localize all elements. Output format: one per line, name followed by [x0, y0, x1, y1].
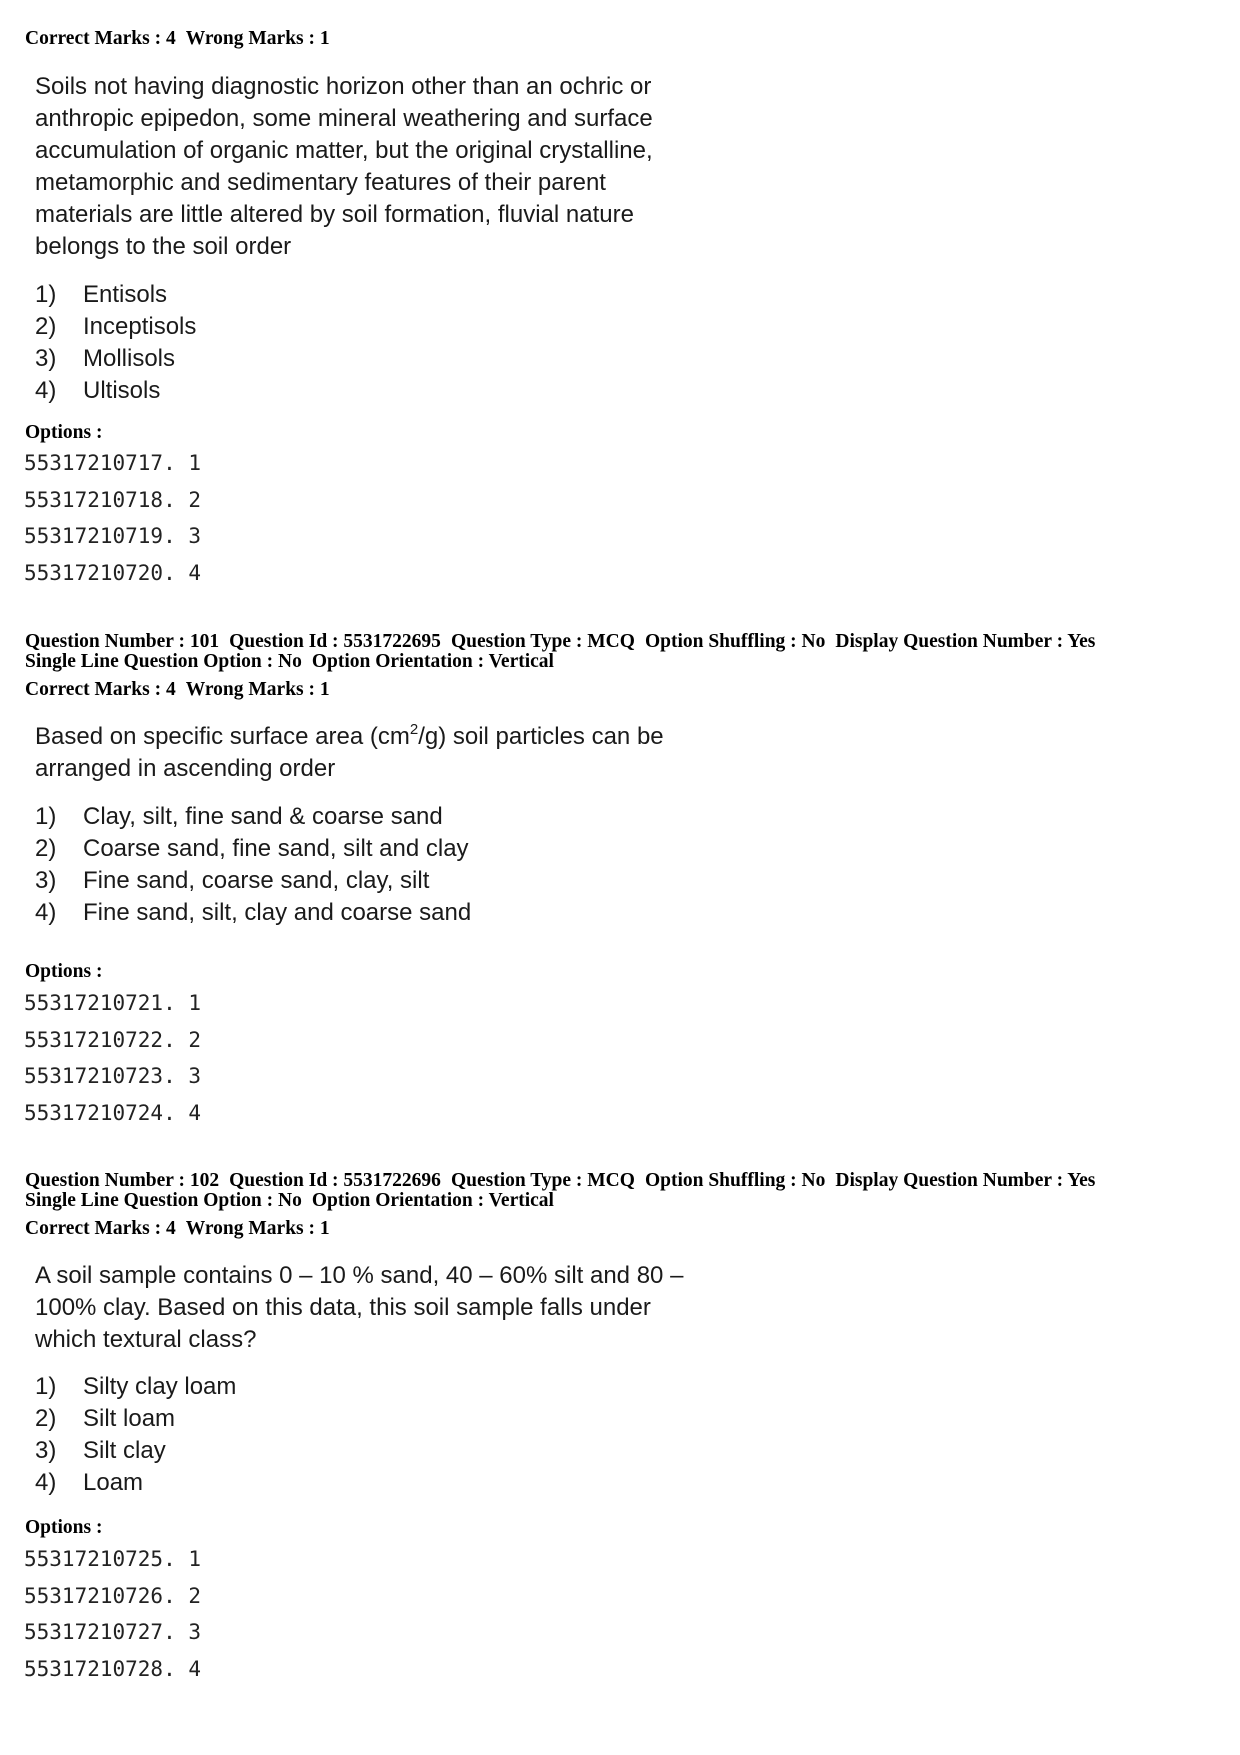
marks-line	[25, 1218, 330, 1239]
choice-number: 3)	[35, 1437, 57, 1464]
question-text-line: anthropic epipedon, some mineral weathering and surface	[35, 105, 653, 132]
marks-line	[25, 28, 330, 49]
question-text-line: 100% clay. Based on this data, this soil sample falls under	[35, 1294, 651, 1321]
option-id-list	[24, 985, 201, 1131]
choice-text: Inceptisols	[83, 313, 197, 340]
option-id-list	[24, 1541, 201, 1687]
choice-text: Loam	[83, 1469, 144, 1496]
question-number: Question Number : 101	[25, 631, 220, 652]
option-id: 55317210724. 4	[24, 1100, 202, 1125]
option-orientation: Option Orientation : Vertical	[311, 651, 554, 672]
question-type: Question Type : MCQ	[450, 631, 635, 652]
question-text-line: metamorphic and sedimentary features of their parent	[35, 169, 606, 196]
choice-text: Silt loam	[83, 1405, 176, 1432]
choice-text: Coarse sand, fine sand, silt and clay	[83, 835, 469, 862]
choice-number: 4)	[35, 899, 57, 926]
question-id: Question Id : 5531722695	[229, 631, 441, 652]
question-number: Question Number : 102	[25, 1170, 220, 1191]
question-text-line: materials are little altered by soil formation, fluvial nature	[35, 201, 634, 228]
answer-choices	[35, 801, 471, 929]
answer-choice	[35, 1467, 236, 1499]
answer-choice	[35, 897, 471, 929]
question-meta-line1	[25, 631, 1095, 652]
question-meta-line2	[25, 651, 554, 672]
question-text-line	[35, 721, 664, 753]
question-text-line: belongs to the soil order	[35, 233, 292, 260]
correct-marks: Correct Marks : 4	[25, 28, 176, 49]
option-id: 55317210719. 3	[24, 524, 202, 548]
option-id: 55317210722. 2	[24, 1027, 202, 1052]
option-id: 55317210717. 1	[24, 451, 202, 475]
single-line-option: Single Line Question Option : No	[25, 1190, 302, 1211]
question-id: Question Id : 5531722696	[229, 1170, 441, 1191]
choice-text: Mollisols	[83, 345, 176, 372]
answer-choices	[35, 279, 196, 407]
question-text-line: accumulation of organic matter, but the original crystalline,	[35, 137, 653, 164]
option-id: 55317210725. 1	[24, 1547, 202, 1571]
choice-number: 1)	[35, 803, 57, 830]
question-meta-line2	[25, 1190, 554, 1211]
option-id: 55317210721. 1	[24, 991, 202, 1015]
wrong-marks: Wrong Marks : 1	[185, 1218, 330, 1239]
answer-choice	[35, 279, 196, 311]
answer-choice	[35, 801, 471, 833]
answer-choice	[35, 343, 196, 375]
option-id: 55317210723. 3	[24, 1064, 202, 1088]
choice-text: Ultisols	[83, 377, 161, 404]
choice-number: 2)	[35, 1405, 57, 1432]
question-text-segment: Based on specific surface area (cm	[35, 723, 410, 750]
choice-number: 2)	[35, 835, 57, 862]
answer-choice	[35, 833, 471, 865]
choice-text: Silt clay	[83, 1437, 166, 1464]
question-text	[35, 1260, 683, 1356]
question-text-segment: /g) soil particles can be	[418, 723, 664, 750]
question-text-line: arranged in ascending order	[35, 755, 336, 782]
choice-text: Clay, silt, fine sand & coarse sand	[83, 803, 443, 830]
correct-marks: Correct Marks : 4	[25, 1218, 176, 1239]
choice-number: 3)	[35, 345, 57, 372]
choice-number: 3)	[35, 867, 57, 894]
question-text-line: Soils not having diagnostic horizon other than an ochric or	[35, 73, 652, 100]
choice-text: Fine sand, silt, clay and coarse sand	[83, 899, 472, 926]
choice-number: 1)	[35, 1373, 57, 1400]
choice-text: Fine sand, coarse sand, clay, silt	[83, 867, 430, 894]
option-shuffling: Option Shuffling : No	[644, 631, 826, 652]
choice-number: 1)	[35, 281, 57, 308]
option-id: 55317210718. 2	[24, 487, 202, 512]
answer-choices	[35, 1371, 236, 1499]
choice-text: Silty clay loam	[83, 1373, 237, 1400]
display-question-number: Display Question Number : Yes	[835, 631, 1096, 652]
wrong-marks: Wrong Marks : 1	[185, 28, 330, 49]
choice-number: 4)	[35, 1469, 57, 1496]
options-label: Options :	[25, 1517, 103, 1538]
marks-line	[25, 679, 330, 700]
answer-choice	[35, 1403, 236, 1435]
question-type: Question Type : MCQ	[450, 1170, 635, 1191]
option-id: 55317210727. 3	[24, 1620, 202, 1644]
option-id-list	[24, 445, 201, 591]
question-text-line: A soil sample contains 0 – 10 % sand, 40 – 60% silt and 80 –	[35, 1262, 684, 1289]
options-label: Options :	[25, 961, 103, 982]
options-label: Options :	[25, 422, 103, 443]
question-text	[35, 721, 664, 785]
choice-number: 4)	[35, 377, 57, 404]
single-line-option: Single Line Question Option : No	[25, 651, 302, 672]
option-id: 55317210726. 2	[24, 1583, 202, 1608]
option-id: 55317210720. 4	[24, 560, 202, 585]
option-id: 55317210728. 4	[24, 1656, 202, 1681]
answer-choice	[35, 865, 471, 897]
answer-choice	[35, 1371, 236, 1403]
correct-marks: Correct Marks : 4	[25, 679, 176, 700]
answer-choice	[35, 375, 196, 407]
option-shuffling: Option Shuffling : No	[644, 1170, 826, 1191]
choice-text: Entisols	[83, 281, 168, 308]
question-text-line: which textural class?	[35, 1326, 257, 1353]
question-text	[35, 71, 653, 263]
display-question-number: Display Question Number : Yes	[835, 1170, 1096, 1191]
superscript: 2	[409, 721, 419, 738]
wrong-marks: Wrong Marks : 1	[185, 679, 330, 700]
answer-choice	[35, 311, 196, 343]
answer-choice	[35, 1435, 236, 1467]
choice-number: 2)	[35, 313, 57, 340]
question-meta-line1	[25, 1170, 1095, 1191]
option-orientation: Option Orientation : Vertical	[311, 1190, 554, 1211]
